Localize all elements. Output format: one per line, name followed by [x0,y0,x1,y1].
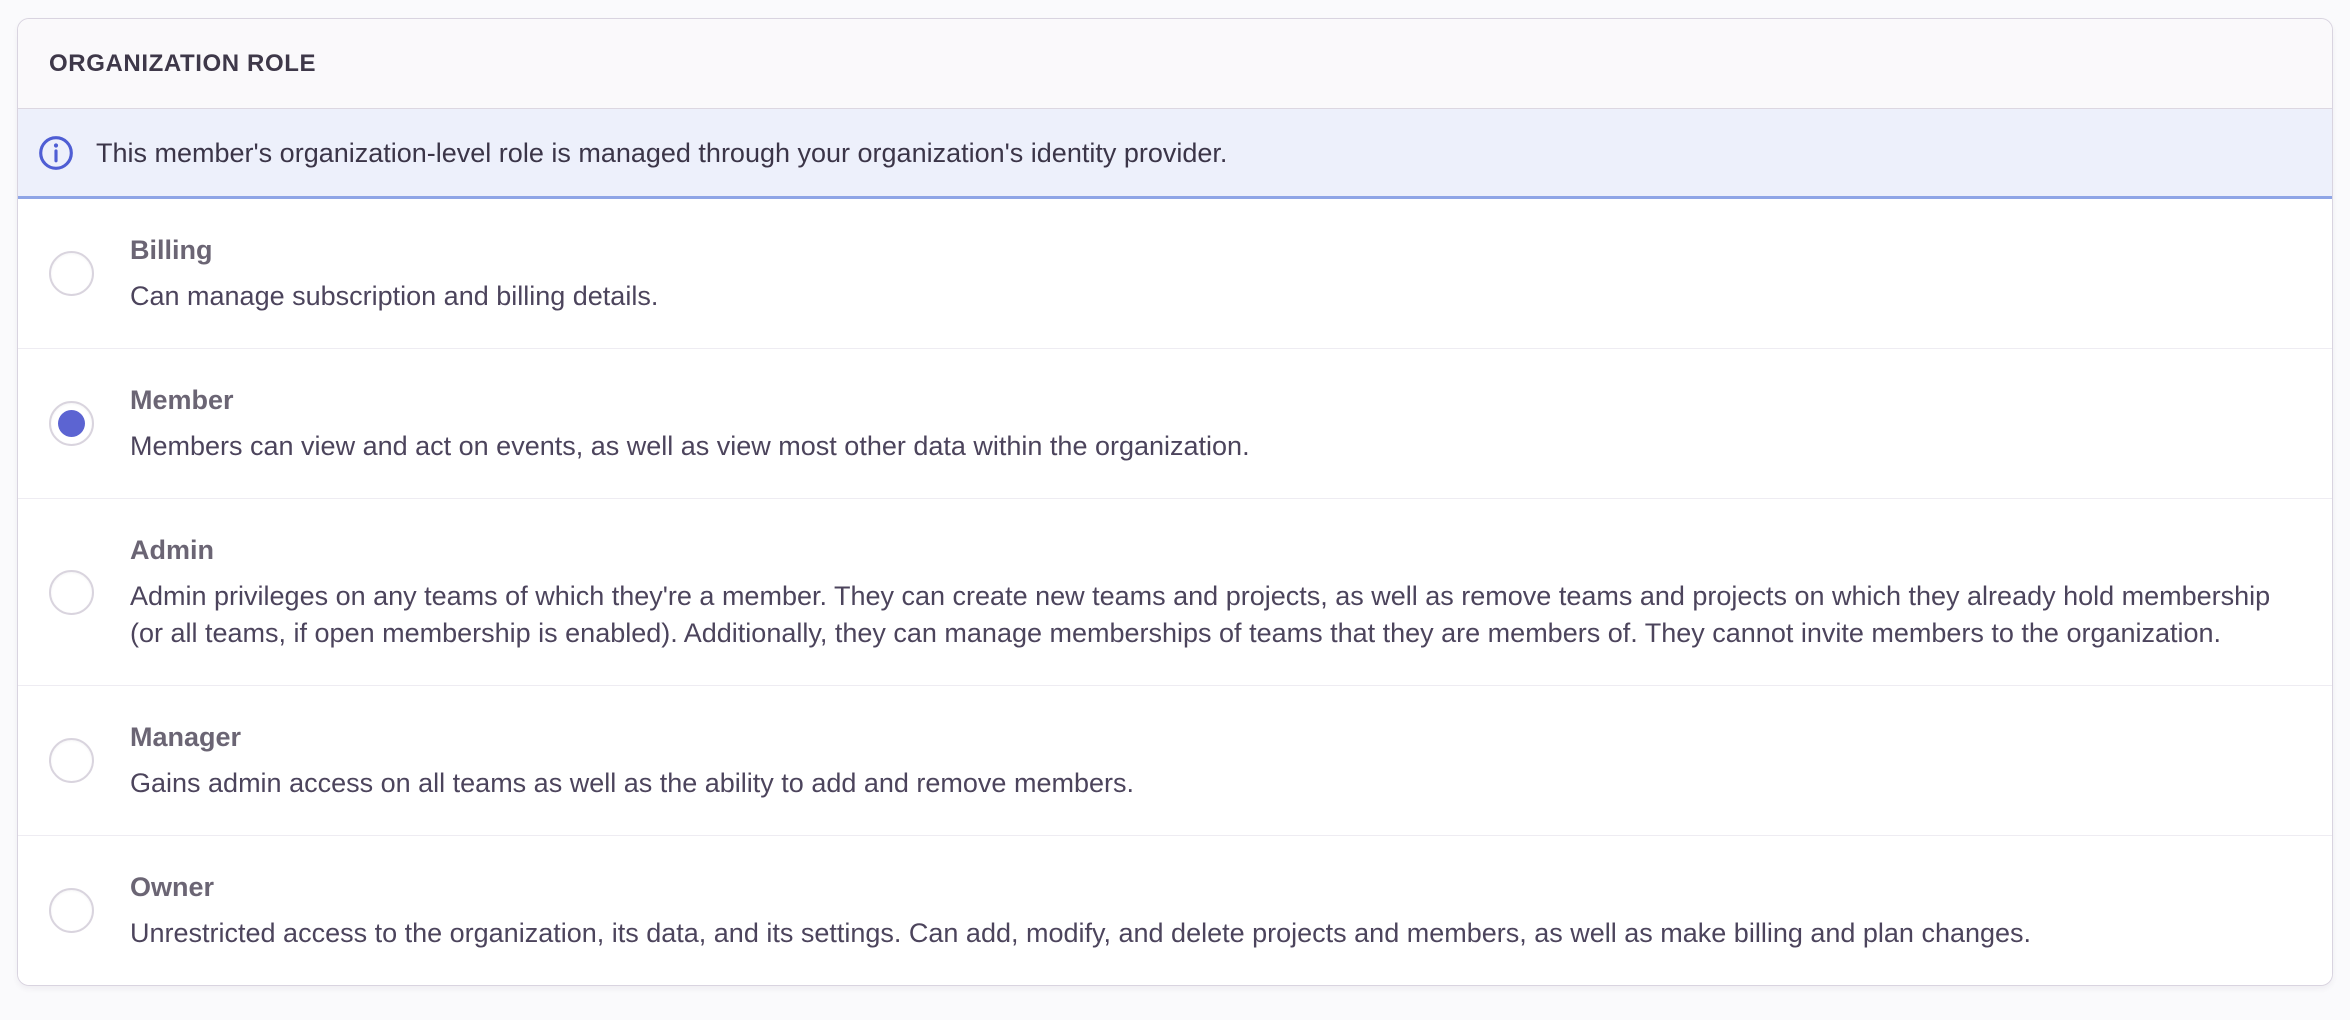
radio-admin[interactable] [49,570,94,615]
alert-message: This member's organization-level role is managed through your organization's identity provider. [96,137,1228,168]
idp-managed-alert [18,109,2332,199]
panel-title: ORGANIZATION ROLE [49,49,317,77]
role-option-member[interactable] [18,348,2332,498]
role-option-owner[interactable] [18,835,2332,985]
role-text [130,532,2292,652]
info-icon [38,135,74,171]
role-option-admin[interactable] [18,498,2332,685]
radio-manager[interactable] [49,738,94,783]
role-option-billing[interactable] [18,199,2332,348]
organization-role-panel [17,18,2333,986]
role-description-member: Members can view and act on events, as well as view most other data within the organization. [130,431,1250,461]
role-label-billing: Billing [130,235,213,265]
role-description-admin: Admin privileges on any teams of which they're a member. They can create new teams and projects, as well as remove teams and projects on which they already hold membership (or all teams, if open membership is enabled). Additionally, they can manage memberships of teams that they are members of. They cannot invite members to the organization. [130,581,2271,648]
role-text [130,232,658,315]
role-description-manager: Gains admin access on all teams as well as the ability to add and remove members. [130,768,1134,798]
role-description-owner: Unrestricted access to the organization, its data, and its settings. Can add, modify, and delete projects and members, as well as make billing and plan changes. [130,918,2032,948]
radio-dot [58,410,85,437]
role-label-owner: Owner [130,872,215,902]
panel-header [18,19,2332,109]
radio-owner[interactable] [49,888,94,933]
radio-member[interactable] [49,401,94,446]
role-label-member: Member [130,385,234,415]
role-description-billing: Can manage subscription and billing details. [130,281,659,311]
role-text [130,719,1134,802]
role-options-list [18,199,2332,985]
role-option-manager[interactable] [18,685,2332,835]
role-label-admin: Admin [130,535,214,565]
role-label-manager: Manager [130,722,242,752]
radio-billing[interactable] [49,251,94,296]
role-text [130,869,2031,952]
role-text [130,382,1250,465]
